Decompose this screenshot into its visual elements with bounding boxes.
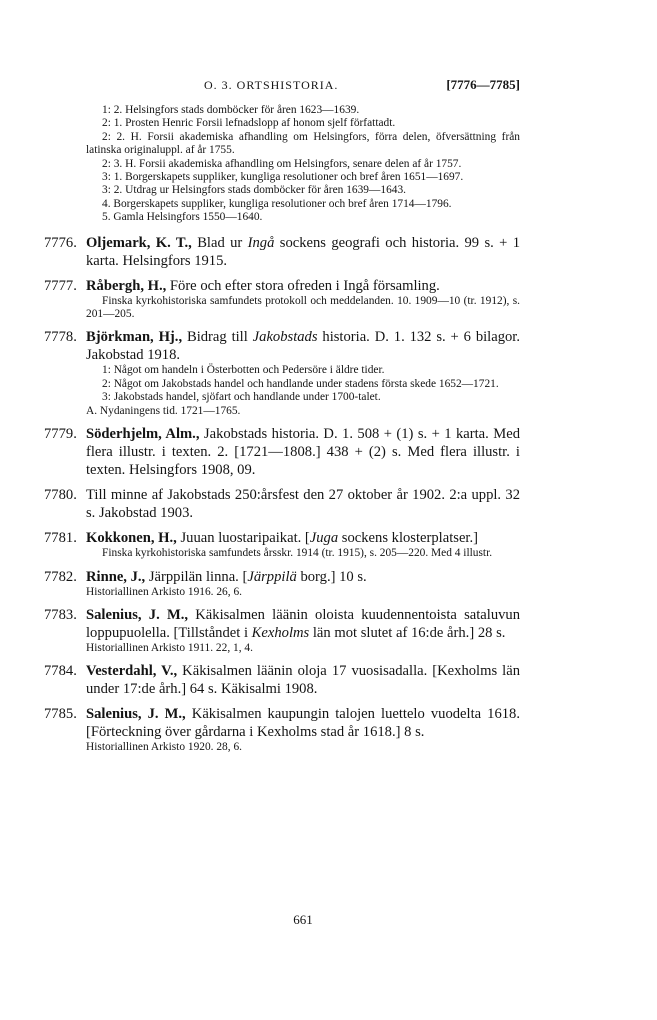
running-header (86, 74, 520, 98)
entry-number: 7779. (44, 426, 77, 443)
entry-title: Järppilän linna. [ (145, 568, 248, 585)
bibliography-entry (44, 425, 520, 479)
bibliography-entry (44, 705, 520, 754)
entry-title: Käkisalmen kaupungin talojen luettelo vuodelta 1618. [Förteckning över gårdarna i Kexholms stad år 1618.] 8 s. (86, 706, 520, 741)
entry-author: Björkman, Hj., (86, 329, 183, 346)
bibliography-entry (44, 662, 520, 698)
entry-title: Käkisalmen läänin oloja 17 vuosisadalla. [Kexholms län under 17:de årh.] 64 s. Käkisalmi 1908. (86, 663, 520, 698)
bibliography-entry (44, 328, 521, 418)
bibliography-entry (44, 606, 521, 655)
entry-title-rest: sockens geografi och historia. 99 s. + 1 karta. Helsingfors 1915. (86, 234, 521, 269)
entry-number: 7782. (44, 568, 77, 585)
entry-note: Finska kyrkohistoriska samfundets protokoll och meddelanden. 10. 1909—10 (tr. 1912), s. 201—205. (86, 294, 520, 321)
bibliography-entry (44, 277, 520, 322)
continuation-list (86, 104, 520, 225)
entry-title-place: Jakobstads (252, 329, 318, 346)
entry-note: Historiallinen Arkisto 1911. 22, 1, 4. (86, 641, 253, 654)
bibliography-entry (44, 529, 520, 560)
entry-number: 7778. (44, 329, 77, 346)
entry-author: Vesterdahl, V., (86, 663, 178, 680)
entry-note: Historiallinen Arkisto 1920. 28, 6. (86, 741, 242, 754)
entry-title-rest: borg.] 10 s. (296, 568, 367, 585)
entry-title: Juuan luostaripaikat. [ (176, 530, 310, 547)
entry-title-place: Kexholms (251, 624, 310, 641)
entry-title-place: Ingå (247, 234, 275, 251)
entry-author: Salenius, J. M., (86, 706, 186, 723)
entry-number: 7783. (44, 606, 77, 623)
continuation-item: 3: 2. Utdrag ur Helsingfors stads domböcker för åren 1639—1643. (102, 184, 407, 197)
entry-title: Före och efter stora ofreden i Ingå församling. (166, 277, 440, 294)
continuation-item: 2: 2. H. Forsii akademiska afhandling om Helsingfors, förra delen, öfversättning från latinska originaluppl. af år 1755. (86, 130, 520, 157)
entry-title-place: Järppilä (247, 568, 297, 585)
entry-author: Råbergh, H., (86, 277, 167, 294)
entry-title-rest: län mot slutet af 16:de årh.] 28 s. (309, 624, 506, 641)
page (44, 74, 521, 927)
entry-author: Rinne, J., (86, 568, 146, 585)
entry-title-rest: historia. D. 1. 132 s. + 6 bilagor. Jakobstad 1918. (86, 329, 521, 364)
continuation-item: 5. Gamla Helsingfors 1550—1640. (102, 211, 263, 224)
entry-number: 7784. (44, 663, 77, 680)
continuation-item: 2: 3. H. Forsii akademiska afhandling om Helsingfors, senare delen af år 1757. (102, 157, 462, 170)
continuation-item: 4. Borgerskapets suppliker, kungliga resolutioner och bref åren 1714—1796. (102, 197, 452, 210)
entry-note: 2: Något om Jakobstads handel och handlande under stadens första skede 1652—1721. (102, 377, 499, 390)
entry-note: Historiallinen Arkisto 1916. 26, 6. (86, 585, 242, 598)
bibliography-entry (44, 486, 520, 522)
entry-number: 7776. (44, 234, 77, 251)
entry-author: Oljemark, K. T., (86, 234, 192, 251)
entry-note: 1: Något om handeln i Österbotten och Pedersöre i äldre tider. (102, 364, 385, 377)
entry-title: Jakobstads historia. D. 1. 508 + (1) s. + 1 karta. Med flera illustr. i texten. 2. [1721—1808.] 438 + (2) s. Med flera illustr. i texten. Helsingfors 1908, 09. (86, 426, 520, 479)
entry-author: Söderhjelm, Alm., (86, 426, 200, 443)
entry-author: Kokkonen, H., (86, 530, 177, 547)
continuation-item: 1: 2. Helsingfors stads domböcker för åren 1623—1639. (102, 104, 360, 116)
entry-title-place: Juga (309, 530, 339, 547)
entry-title: Käkisalmen läänin oloista kuudennentoista sataluvun loppupuolella. [Tillståndet i (86, 606, 521, 641)
continuation-item: 3: 1. Borgerskapets suppliker, kungliga resolutioner och bref åren 1651—1697. (102, 171, 464, 184)
entry-number: 7781. (44, 530, 77, 547)
entry-author: Salenius, J. M., (86, 606, 189, 623)
entry-title-rest: sockens klosterplatser.] (338, 530, 478, 547)
entry-note: A. Nydaningens tid. 1721—1765. (86, 404, 241, 417)
continuation-item: 2: 1. Prosten Henric Forsii lefnadslopp af honom sjelf författadt. (102, 117, 396, 130)
entry-title: Bidrag till (182, 329, 253, 346)
entry-note: 3: Jakobstads handel, sjöfart och handlande under 1700-talet. (102, 391, 381, 404)
entry-range: [7776—7785] (446, 77, 520, 92)
entry-title: Till minne af Jakobstads 250:årsfest den 27 oktober år 1902. 2:a uppl. 32 s. Jakobstad 1903. (86, 487, 520, 522)
entry-note: Finska kyrkohistoriska samfundets årsskr. 1914 (tr. 1915), s. 205—220. Med 4 illustr. (102, 547, 493, 560)
page-number: 661 (293, 912, 313, 927)
bibliography-entry (44, 568, 520, 599)
entry-title: Blad ur (191, 234, 248, 251)
bibliography-entry (44, 234, 521, 270)
entry-number: 7785. (44, 706, 77, 723)
entry-number: 7777. (44, 277, 77, 294)
section-title: O. 3. ORTSHISTORIA. (204, 78, 339, 92)
entry-number: 7780. (44, 487, 77, 504)
